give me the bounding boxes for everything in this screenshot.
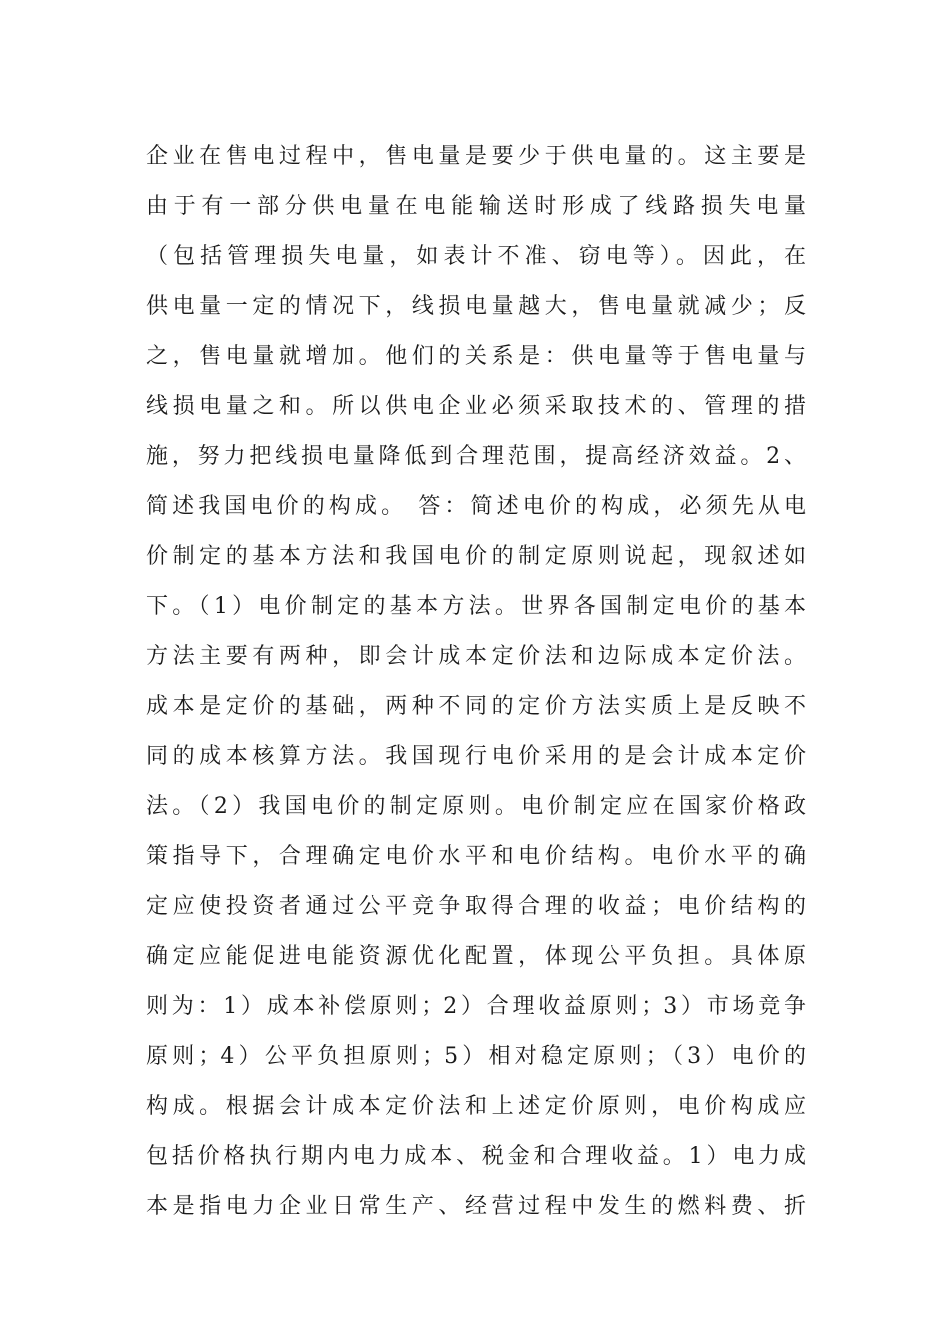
text-line: 之，售电量就增加。他们的关系是：供电量等于售电量与 [146,344,806,369]
text-line: 原则；4）公平负担原则；5）相对稳定原则；（3）电价的 [146,1044,806,1069]
text-line: 包括价格执行期内电力成本、税金和合理收益。1）电力成 [146,1144,806,1169]
text-line: 施，努力把线损电量降低到合理范围，提高经济效益。2、 [146,444,806,469]
text-line: 供电量一定的情况下，线损电量越大，售电量就减少；反 [146,294,806,319]
text-line: 价制定的基本方法和我国电价的制定原则说起，现叙述如 [146,544,806,569]
text-line: 定应使投资者通过公平竞争取得合理的收益；电价结构的 [146,894,806,919]
text-line: 线损电量之和。所以供电企业必须采取技术的、管理的措 [146,394,806,419]
text-line: 构成。根据会计成本定价法和上述定价原则，电价构成应 [146,1094,806,1119]
text-line: 方法主要有两种，即会计成本定价法和边际成本定价法。 [146,644,806,669]
text-line: 本是指电力企业日常生产、经营过程中发生的燃料费、折 [146,1194,806,1219]
text-line: 则为：1）成本补偿原则；2）合理收益原则；3）市场竞争 [146,994,806,1019]
text-line: 由于有一部分供电量在电能输送时形成了线路损失电量 [146,194,806,219]
text-line: 简述我国电价的构成。 答：简述电价的构成，必须先从电 [146,494,806,519]
text-line: 策指导下，合理确定电价水平和电价结构。电价水平的确 [146,844,806,869]
text-line: 下。（1）电价制定的基本方法。世界各国制定电价的基本 [146,594,806,619]
text-line: 成本是定价的基础，两种不同的定价方法实质上是反映不 [146,694,806,719]
text-line: 同的成本核算方法。我国现行电价采用的是会计成本定价 [146,744,806,769]
text-line: 企业在售电过程中，售电量是要少于供电量的。这主要是 [146,144,806,169]
text-line: 法。（2）我国电价的制定原则。电价制定应在国家价格政 [146,794,806,819]
text-line: 确定应能促进电能资源优化配置，体现公平负担。具体原 [146,944,806,969]
body-text [146,132,806,1232]
text-line: （包括管理损失电量，如表计不准、窃电等）。因此，在 [146,244,806,269]
